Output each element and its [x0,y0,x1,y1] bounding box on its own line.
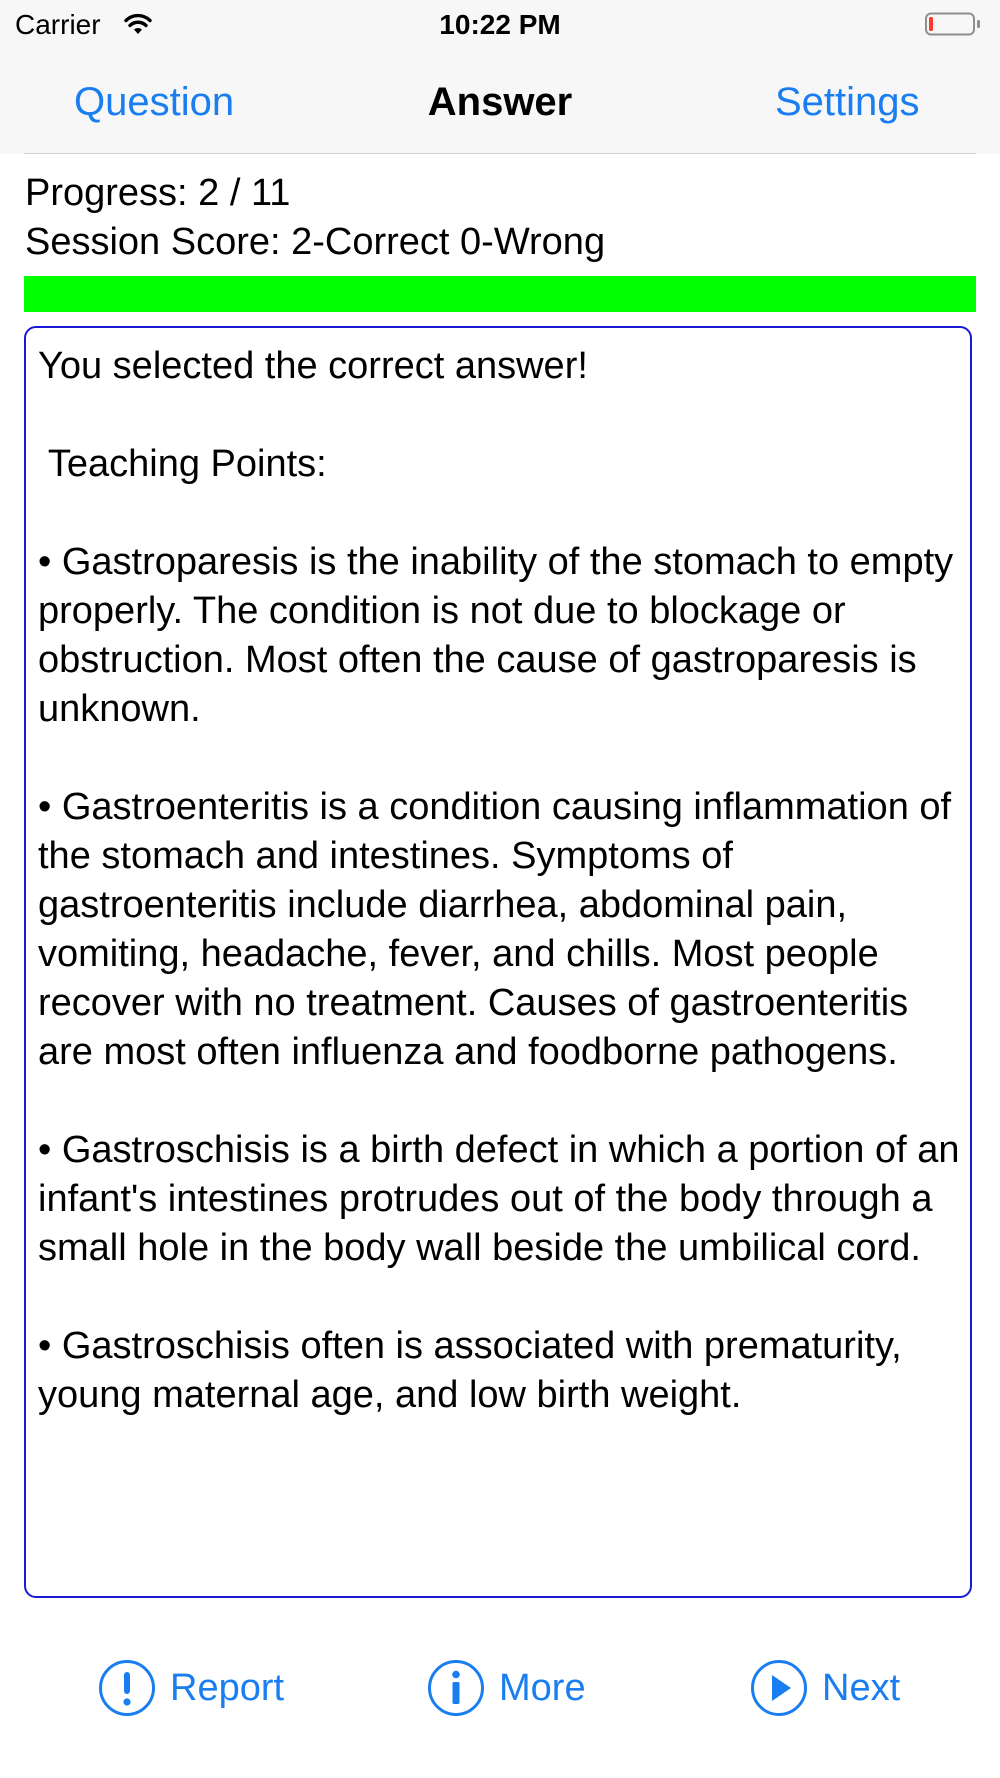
page-title: Answer [427,80,573,124]
progress-bar-fill [24,276,976,312]
teaching-points-heading: Teaching Points: [38,443,327,485]
question-nav-button[interactable]: Question [74,80,235,124]
teaching-point: • Gastroschisis often is associated with prematurity, young maternal age, and low birth weight. [38,1325,902,1416]
next-button[interactable] [750,1656,900,1720]
play-circle-icon [750,1659,808,1717]
report-label: Report [170,1666,285,1709]
settings-nav-button[interactable]: Settings [775,80,920,124]
report-button[interactable] [98,1656,284,1720]
answer-result: You selected the correct answer! [38,345,588,387]
navigation-bar [0,50,1000,154]
next-label: Next [822,1666,901,1709]
more-info-button[interactable] [427,1656,586,1720]
info-circle-icon [427,1659,485,1717]
bottom-toolbar [0,1620,1000,1750]
teaching-point: • Gastroschisis is a birth defect in which a portion of an infant's intestines protrudes out of the body through a small hole in the body wall beside the umbilical cord. [38,1129,960,1269]
more-label: More [499,1666,586,1709]
nav-divider [24,153,976,154]
session-score-label: Session Score: 2-Correct 0-Wrong [25,221,606,263]
clock-time: 10:22 PM [439,9,561,40]
answer-text-view[interactable] [24,326,972,1598]
progress-bar [24,276,976,312]
teaching-point: • Gastroparesis is the inability of the stomach to empty properly. The condition is not due to blockage or obstruction. Most often the cause of gastroparesis is unknown. [38,541,954,730]
carrier-label: Carrier [15,9,101,40]
status-bar [0,0,1000,50]
teaching-point: • Gastroenteritis is a condition causing inflammation of the stomach and intestines. Symptoms of gastroenteritis include diarrhea, abdominal pain, vomiting, headache, fever, and chills. Most people recover with no treatment. Causes of gastroenteritis are most often influenza and foodborne pathogens. [38,786,952,1073]
progress-label: Progress: 2 / 11 [25,172,291,214]
exclamation-circle-icon [98,1659,156,1717]
battery-icon [925,12,981,36]
